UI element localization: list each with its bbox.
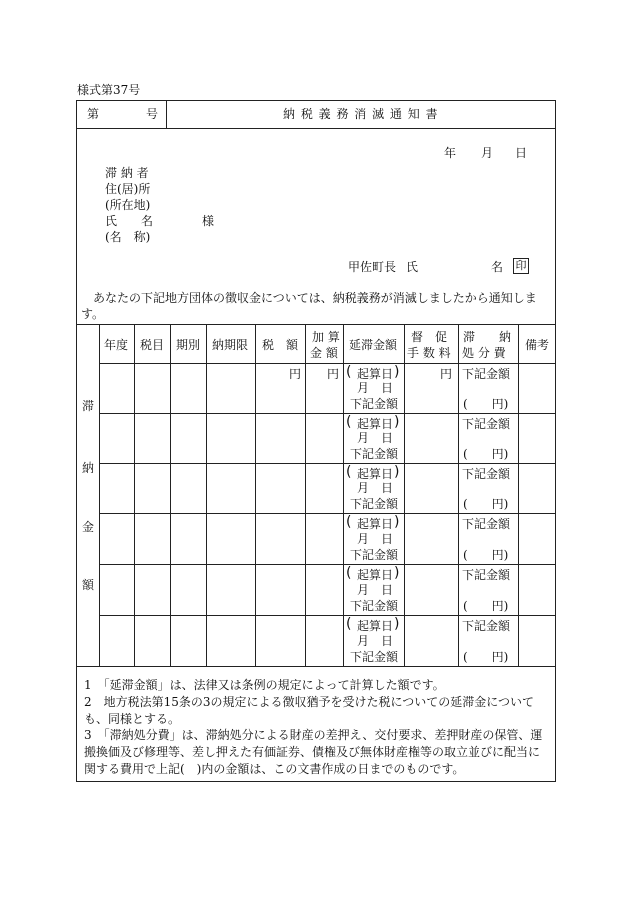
label-taxpayer: 滞 納 者 — [105, 166, 149, 180]
unit-yen: 円 — [327, 367, 340, 381]
table-col-line — [343, 324, 344, 666]
side-label-char: 額 — [82, 578, 95, 592]
table-row-line — [99, 413, 556, 414]
table-row-line — [99, 513, 556, 514]
header-period: 期別 — [176, 338, 201, 352]
table-bottom-line — [76, 666, 556, 667]
number-label-dai: 第 — [87, 107, 100, 121]
notice-text-line1: あなたの下記地方団体の徴収金については、納税義務が消滅しましたから通知しま — [93, 291, 537, 305]
header-disposal-1: 滞 納 — [463, 330, 512, 344]
cell-start-date: 起算日 — [357, 568, 394, 582]
table-col-line — [134, 324, 135, 666]
bracket-left: ( — [346, 464, 352, 480]
bracket-left: ( — [346, 616, 352, 632]
unit-yen: 円 — [289, 367, 302, 381]
table-col-line — [518, 324, 519, 666]
cell-start-date: 起算日 — [357, 619, 394, 633]
cell-see-below: 下記金額 — [462, 467, 511, 481]
label-name: 氏 名 — [105, 214, 154, 228]
cell-see-below: 下記金額 — [350, 397, 399, 411]
cell-see-below: 下記金額 — [462, 568, 511, 582]
table-col-line — [170, 324, 171, 666]
date-day: 日 — [515, 146, 528, 160]
cell-start-date: 起算日 — [357, 517, 394, 531]
number-label-go: 号 — [146, 107, 159, 121]
cell-paren-yen: ( 円) — [463, 599, 509, 613]
header-remarks: 備考 — [525, 338, 550, 352]
header-year: 年度 — [104, 338, 129, 352]
label-address: 住(居)所 — [105, 182, 151, 196]
header-fee-2: 手 数 料 — [407, 346, 451, 360]
header-fee-1: 督 促 — [411, 330, 448, 344]
issuer-shi: 氏 — [406, 260, 419, 274]
table-col-line — [255, 324, 256, 666]
cell-see-below: 下記金額 — [350, 497, 399, 511]
label-location: (所在地) — [105, 198, 151, 212]
issuer-mei: 名 — [491, 260, 504, 274]
bracket-left: ( — [346, 565, 352, 581]
bracket-left: ( — [346, 514, 352, 530]
header-separator — [166, 100, 167, 128]
cell-see-below: 下記金額 — [462, 367, 511, 381]
cell-month-day: 月 日 — [357, 634, 394, 648]
notice-text-line2: す。 — [81, 307, 105, 321]
form-number: 様式第37号 — [77, 83, 141, 97]
table-row-line — [99, 564, 556, 565]
bracket-right: ) — [394, 464, 400, 480]
cell-see-below: 下記金額 — [462, 619, 511, 633]
side-label-char: 納 — [82, 461, 95, 475]
table-top-line — [76, 324, 556, 325]
cell-paren-yen: ( 円) — [463, 650, 509, 664]
table-col-line — [305, 324, 306, 666]
cell-start-date: 起算日 — [357, 417, 394, 431]
bracket-left: ( — [346, 414, 352, 430]
cell-month-day: 月 日 — [357, 532, 394, 546]
table-col-line — [99, 324, 100, 666]
cell-paren-yen: ( 円) — [463, 548, 509, 562]
issuer-mayor: 甲佐町長 — [348, 260, 397, 274]
table-col-line — [206, 324, 207, 666]
cell-see-below: 下記金額 — [350, 447, 399, 461]
table-col-line — [404, 324, 405, 666]
cell-paren-yen: ( 円) — [463, 397, 509, 411]
note-1: 1 「延滞金額」は、法律又は条例の規定によって計算した額です。 — [84, 678, 445, 692]
bracket-right: ) — [394, 514, 400, 530]
cell-see-below: 下記金額 — [350, 650, 399, 664]
cell-month-day: 月 日 — [357, 583, 394, 597]
table-row-line — [99, 463, 556, 464]
header-tax-item: 税目 — [140, 338, 165, 352]
date-month: 月 — [481, 146, 494, 160]
bracket-right: ) — [394, 565, 400, 581]
table-header-line — [99, 363, 556, 364]
cell-see-below: 下記金額 — [350, 599, 399, 613]
header-additional-1: 加 算 — [312, 330, 340, 344]
table-row-line — [99, 615, 556, 616]
table-col-line — [458, 324, 459, 666]
note-3: 3 「滞納処分費」は、滞納処分による財産の差押え、交付要求、差押財産の保管、運搬換価及び修理等、差し押えた有価証券、債権及び無体財産権等の取立並びに配当に関する費用で上記( )内の金額は、この文書作成の日までのものです。 — [84, 728, 543, 776]
cell-month-day: 月 日 — [357, 381, 394, 395]
note-2: 2 地方税法第15条の3の規定による徴収猶予を受けた税についての延滞金についても、同様とする。 — [84, 695, 535, 726]
bracket-right: ) — [394, 364, 400, 380]
cell-paren-yen: ( 円) — [463, 447, 509, 461]
header-tax-amount: 税 額 — [262, 338, 299, 352]
bracket-right: ) — [394, 414, 400, 430]
cell-month-day: 月 日 — [357, 481, 394, 495]
header-delinquency: 延滞金額 — [349, 338, 398, 352]
bracket-left: ( — [346, 364, 352, 380]
label-title: (名 称) — [105, 230, 151, 244]
header-additional-2: 金 額 — [310, 346, 338, 360]
header-disposal-2: 処 分 費 — [462, 346, 506, 360]
cell-see-below: 下記金額 — [462, 517, 511, 531]
header-deadline: 納期限 — [212, 338, 249, 352]
cell-start-date: 起算日 — [357, 367, 394, 381]
side-label-char: 滞 — [82, 399, 95, 413]
cell-month-day: 月 日 — [357, 431, 394, 445]
side-label-char: 金 — [82, 520, 95, 534]
unit-yen: 円 — [440, 367, 453, 381]
seal-mark: 印 — [513, 258, 529, 274]
honorific-sama: 様 — [202, 214, 215, 228]
document-title: 納 税 義 務 消 滅 通 知 書 — [283, 107, 439, 121]
header-divider — [76, 128, 556, 129]
cell-see-below: 下記金額 — [462, 417, 511, 431]
cell-see-below: 下記金額 — [350, 548, 399, 562]
cell-paren-yen: ( 円) — [463, 497, 509, 511]
bracket-right: ) — [394, 616, 400, 632]
cell-start-date: 起算日 — [357, 467, 394, 481]
date-year: 年 — [444, 146, 457, 160]
